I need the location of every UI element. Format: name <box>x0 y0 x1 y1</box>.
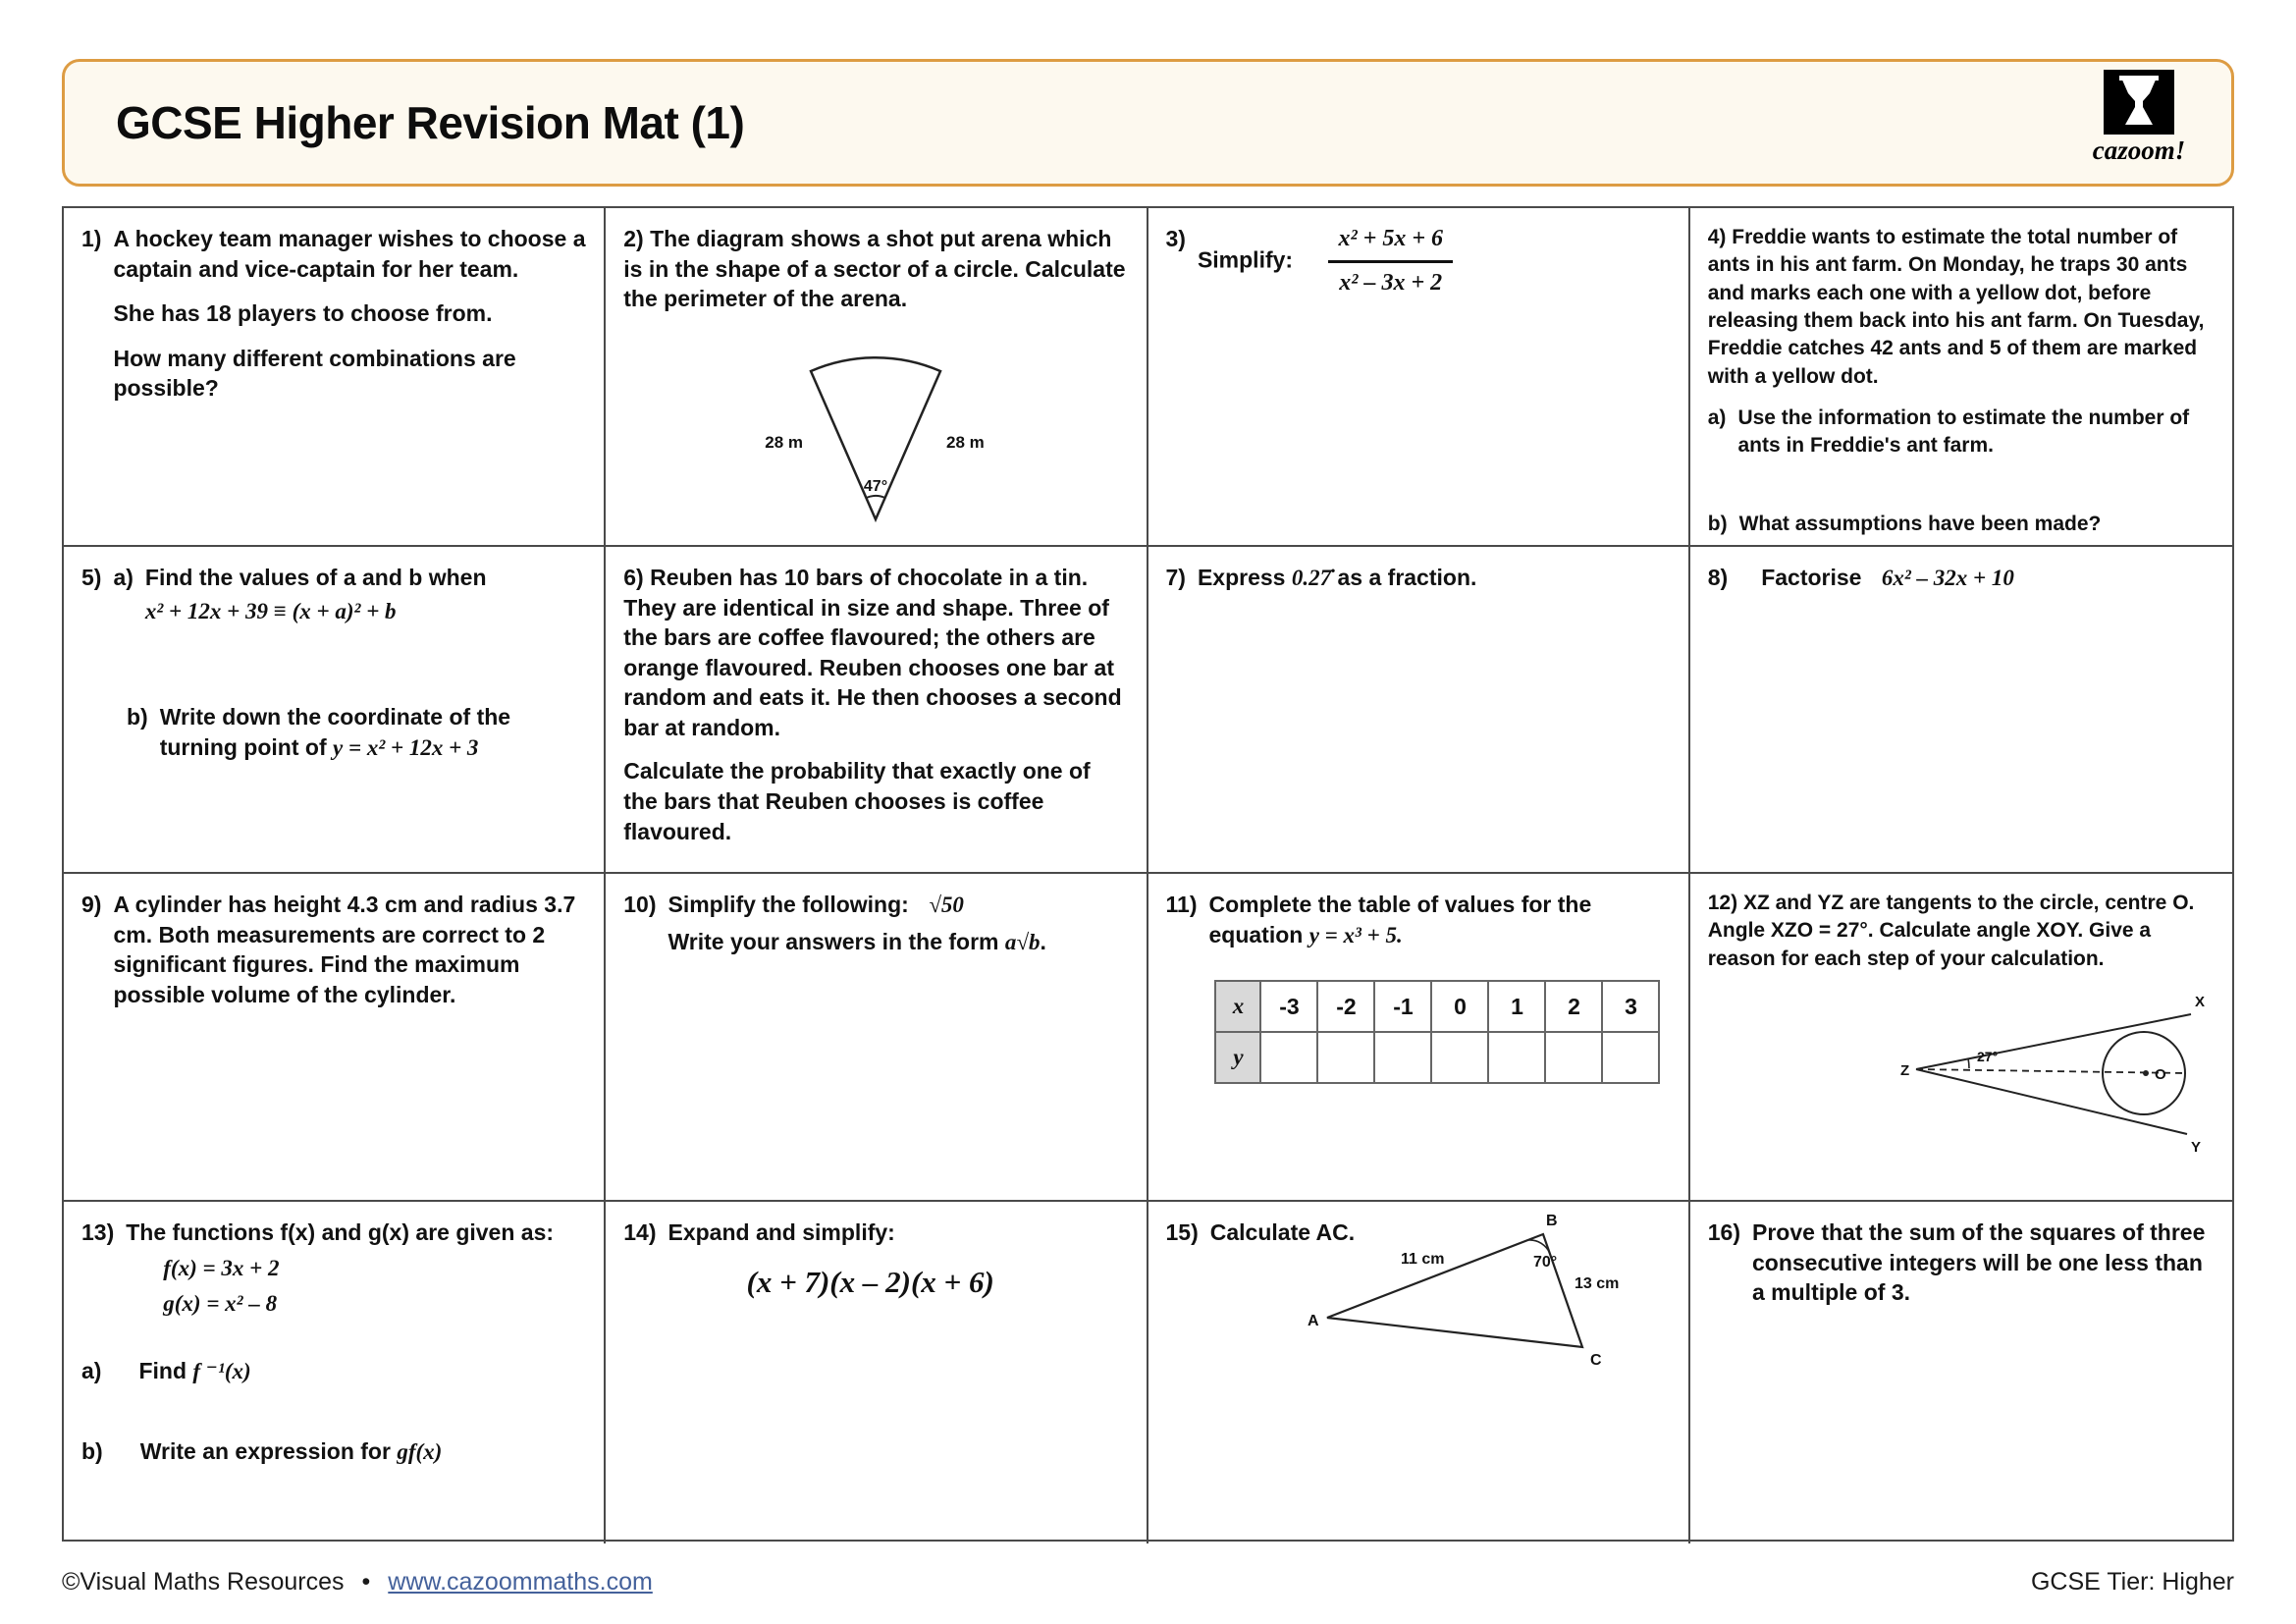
question-14-cell <box>606 1202 1148 1543</box>
side-bc-label: 13 cm <box>1574 1275 1620 1292</box>
question-number: 14) <box>623 1219 657 1245</box>
part-a-text: Find the values of a and b when <box>144 565 487 590</box>
part-a-text: Use the information to estimate the number of ants in Freddie's ant farm. <box>1737 406 2190 458</box>
question-number: 5) <box>81 565 102 590</box>
side-ab-label: 11 cm <box>1400 1251 1445 1268</box>
function-f: f(x) = 3x + 2 <box>163 1255 280 1280</box>
question-13-cell <box>64 1202 606 1543</box>
question-text: She has 18 players to choose from. <box>113 300 493 327</box>
cazoom-logo-icon <box>2104 70 2174 135</box>
recurring-decimal: 0.27̇ <box>1291 566 1332 590</box>
part-b-label: b) <box>81 1438 103 1465</box>
fraction-numerator: x² + 5x + 6 <box>1328 224 1453 263</box>
question-5-cell <box>64 547 606 874</box>
expression: (x + 7)(x – 2)(x + 6) <box>746 1264 994 1299</box>
footer-tier-label: GCSE Tier: Higher <box>2030 1568 2234 1596</box>
question-text: Simplify the following: <box>667 892 909 917</box>
question-text: Express <box>1197 565 1286 590</box>
question-2-cell <box>606 208 1148 547</box>
equation: y = x³ + 5. <box>1308 922 1403 947</box>
table-cell: 1 <box>1488 981 1545 1032</box>
fraction-denominator: x² – 3x + 2 <box>1339 269 1443 296</box>
radical-expression: √50 <box>929 893 964 917</box>
question-number: 12) <box>1707 892 1738 914</box>
question-text: Write your answers in the form <box>667 928 999 954</box>
question-text: Calculate the probability that exactly one of the bars that Reuben chooses is coffee flavoured. <box>623 758 1091 844</box>
question-text: . <box>1040 928 1046 954</box>
point-y-label: Y <box>2191 1139 2202 1157</box>
table-cell-empty <box>1431 1032 1488 1083</box>
question-3-cell <box>1148 208 1690 547</box>
table-cell: -1 <box>1374 981 1431 1032</box>
question-grid <box>62 206 2234 1542</box>
question-4-cell <box>1690 208 2232 547</box>
question-number: 9) <box>81 892 102 917</box>
question-8-cell <box>1690 547 2232 874</box>
question-number: 1) <box>81 226 102 251</box>
part-a-equation: x² + 12x + 39 ≡ (x + a)² + b <box>144 598 397 623</box>
part-b-text: Write down the coordinate of the turning point of <box>159 704 511 760</box>
part-a-expression: f ⁻¹(x) <box>192 1358 251 1383</box>
sector-right-radius-label: 28 m <box>946 432 986 452</box>
angle-label: 27° <box>1977 1049 1999 1065</box>
question-6-cell <box>606 547 1148 874</box>
part-b-text: What assumptions have been made? <box>1738 512 2102 535</box>
sector-left-radius-label: 28 m <box>765 432 804 452</box>
question-text: Expand and simplify: <box>667 1219 895 1245</box>
table-cell-empty <box>1374 1032 1431 1083</box>
question-number: 15) <box>1165 1219 1199 1245</box>
part-b-label: b) <box>1707 512 1728 535</box>
part-b-text: Write an expression for <box>139 1438 391 1465</box>
tangent-circle-diagram <box>1900 987 2215 1159</box>
table-cell: -3 <box>1260 981 1317 1032</box>
question-text: Complete the table of values for the equation <box>1208 892 1592 947</box>
table-header-y: y <box>1215 1032 1260 1083</box>
question-10-cell <box>606 874 1148 1202</box>
question-number: 2) <box>623 226 644 251</box>
question-16-cell <box>1690 1202 2232 1543</box>
question-number: 3) <box>1165 226 1186 251</box>
table-row-y <box>1215 1032 1659 1083</box>
part-b-label: b) <box>127 704 148 731</box>
question-number: 7) <box>1165 565 1186 590</box>
table-cell-empty <box>1260 1032 1317 1083</box>
question-11-cell <box>1148 874 1690 1202</box>
point-x-label: X <box>2195 994 2206 1011</box>
table-cell: 3 <box>1602 981 1659 1032</box>
table-row-x <box>1215 981 1659 1032</box>
copyright-text: ©Visual Maths Resources <box>62 1568 345 1596</box>
vertex-b-label: B <box>1545 1213 1558 1229</box>
question-15-cell <box>1148 1202 1690 1543</box>
vertex-c-label: C <box>1589 1352 1602 1369</box>
header <box>62 59 2234 187</box>
sector-angle-label: 47° <box>864 477 888 495</box>
question-number: 11) <box>1165 892 1198 917</box>
question-text: Prove that the sum of the squares of three consecutive integers will be one less than a multiple of 3. <box>1752 1219 2206 1306</box>
table-cell-empty <box>1545 1032 1602 1083</box>
expression: 6x² – 32x + 10 <box>1881 566 2014 590</box>
question-12-cell <box>1690 874 2232 1202</box>
table-cell-empty <box>1317 1032 1374 1083</box>
part-a-label: a) <box>113 565 133 590</box>
question-text: The functions f(x) and g(x) are given as: <box>126 1219 555 1245</box>
cazoom-logo-text: cazoom! <box>2092 135 2186 165</box>
form-expression: a√b <box>1004 929 1041 954</box>
question-1-cell <box>64 208 606 547</box>
part-a-label: a) <box>81 1357 102 1383</box>
angle-b-label: 70° <box>1532 1254 1557 1271</box>
question-text: Freddie wants to estimate the total number of ants in his ant farm. On Monday, he traps 30 ants and marks each one with a yellow dot, before releasing them back into his ant farm. On Tuesday, Freddie catches 42 ants and 5 of them are marked with a yellow dot. <box>1707 226 2205 388</box>
part-b-equation: y = x² + 12x + 3 <box>333 734 479 760</box>
page-title: GCSE Higher Revision Mat (1) <box>116 97 745 148</box>
table-of-values <box>1214 980 1660 1084</box>
footer-bullet: • <box>361 1568 371 1596</box>
table-header-x: x <box>1215 981 1260 1032</box>
table-cell: -2 <box>1317 981 1374 1032</box>
question-text: A cylinder has height 4.3 cm and radius 3.7 cm. Both measurements are correct to 2 significant figures. Find the maximum possible volume of the cylinder. <box>113 892 576 1007</box>
question-7-cell <box>1148 547 1690 874</box>
question-text: Calculate AC. <box>1209 1219 1356 1245</box>
question-number: 8) <box>1707 565 1729 590</box>
question-text: Factorise <box>1761 565 1862 590</box>
fraction <box>1328 224 1453 299</box>
question-number: 4) <box>1707 226 1727 248</box>
part-a-text: Find <box>138 1357 187 1383</box>
table-cell: 2 <box>1545 981 1602 1032</box>
question-text: as a fraction. <box>1337 565 1477 590</box>
question-number: 6) <box>623 565 644 590</box>
sector-diagram <box>738 328 1013 536</box>
question-text: How many different combinations are possible? <box>113 345 516 402</box>
part-a-label: a) <box>1707 406 1727 430</box>
table-cell: 0 <box>1431 981 1488 1032</box>
point-o-label: O <box>2155 1066 2166 1084</box>
question-text: XZ and YZ are tangents to the circle, centre O. Angle XZO = 27°. Calculate angle XOY. Give a reason for each step of your calculation. <box>1707 892 2195 970</box>
cazoom-logo <box>2088 70 2190 166</box>
cazoommaths-link[interactable]: www.cazoommaths.com <box>388 1568 653 1596</box>
question-9-cell <box>64 874 606 1202</box>
function-g: g(x) = x² – 8 <box>163 1291 278 1317</box>
question-text: The diagram shows a shot put arena which is in the shape of a sector of a circle. Calculate the perimeter of the arena. <box>623 226 1126 312</box>
point-z-label: Z <box>1900 1062 1910 1080</box>
table-cell-empty <box>1488 1032 1545 1083</box>
table-cell-empty <box>1602 1032 1659 1083</box>
question-number: 10) <box>623 892 657 917</box>
footer-left <box>62 1568 653 1597</box>
question-number: 16) <box>1707 1219 1740 1245</box>
question-text: Reuben has 10 bars of chocolate in a tin. They are identical in size and shape. Three of the bars are coffee flavoured; the others are orange flavoured. Reuben chooses one bar at random and eats it. He then chooses a second bar at random. <box>623 565 1122 740</box>
triangle-diagram <box>1288 1210 1681 1396</box>
question-text: Simplify: <box>1197 246 1294 273</box>
question-number: 13) <box>81 1219 115 1245</box>
question-text: A hockey team manager wishes to choose a captain and vice-captain for her team. <box>113 226 586 282</box>
vertex-a-label: A <box>1307 1313 1319 1329</box>
part-b-expression: gf(x) <box>397 1439 443 1465</box>
